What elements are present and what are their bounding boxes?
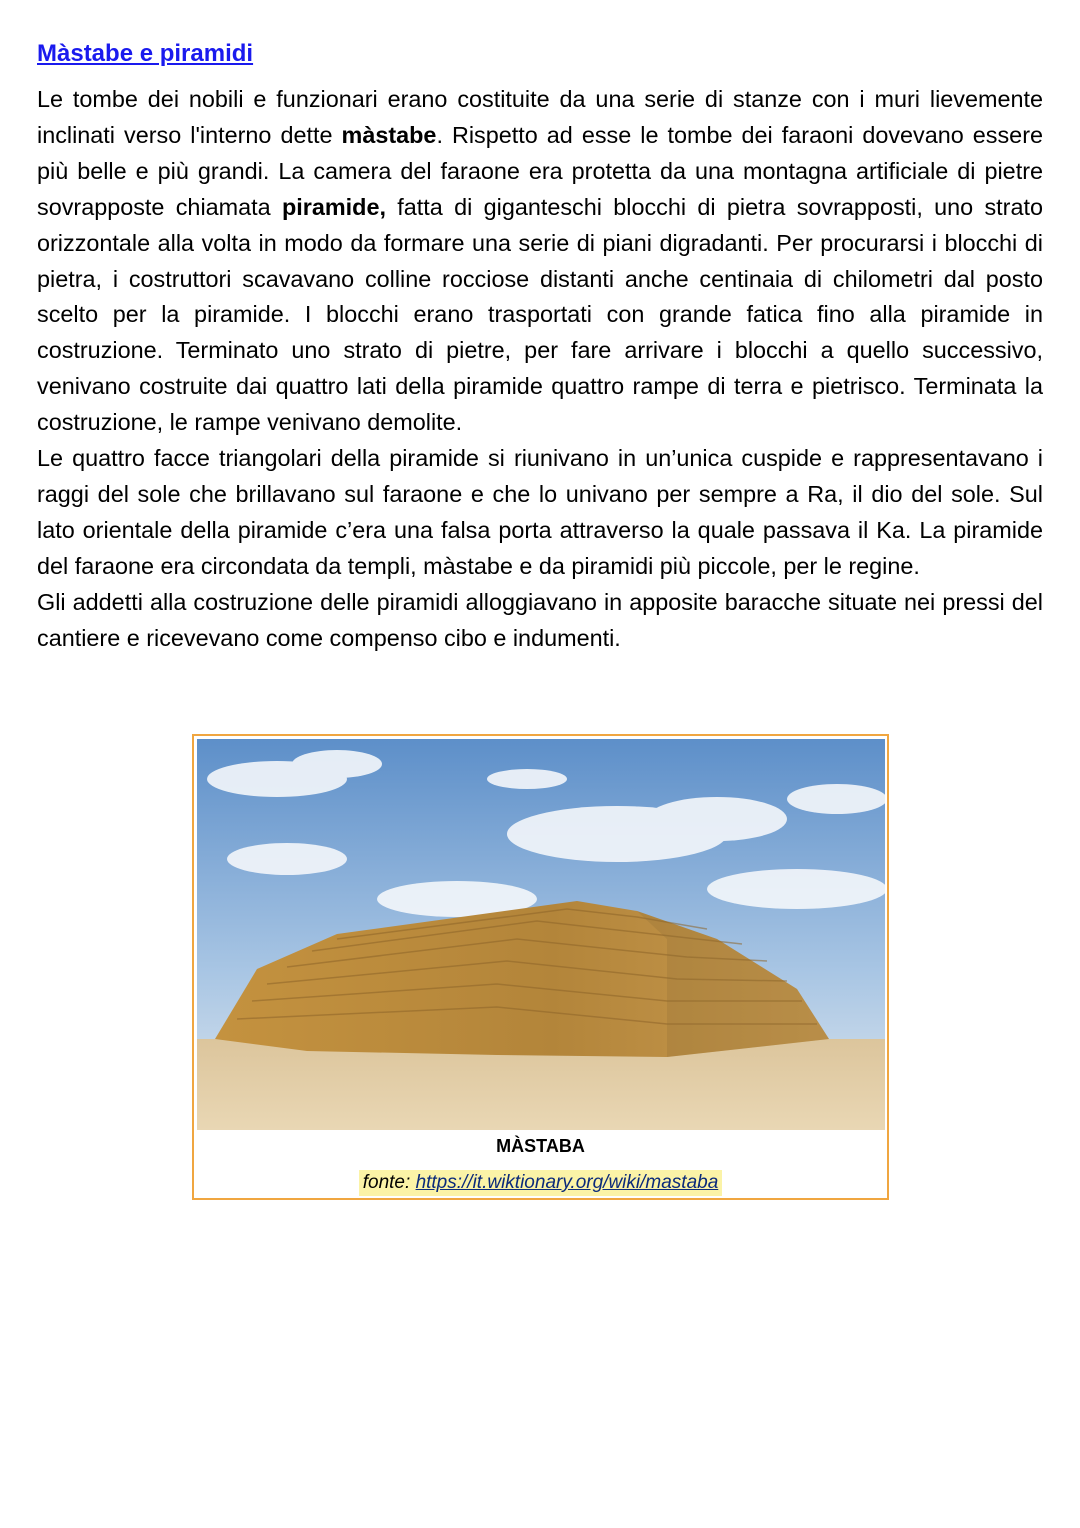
paragraph-2: Le quattro facce triangolari della piramide si riunivano in un’unica cuspide e rappresentavano i raggi del sole che brillavano sul faraone e che lo univano per sempre a Ra, il dio del sole. Sul lato orientale della piramide c’era una falsa porta attraverso la quale passava il Ka. La piramide del faraone era circondata da templi, màstabe e da piramidi più piccole, per le regine. — [37, 445, 1043, 579]
figure-source — [194, 1170, 887, 1196]
mastaba-figure — [192, 734, 889, 1200]
body-text — [37, 82, 1043, 657]
figure-caption: MÀSTABA — [496, 1136, 585, 1156]
paragraph-1-part-c: fatta di giganteschi blocchi di pietra sovrapposti, uno strato orizzontale alla volta in modo da formare una serie di piani digradanti. Per procurarsi i blocchi di pietra, i costruttori scavavano colline rocciose distanti anche centinaia di chilometri dal posto scelto per la piramide. I blocchi erano trasportati con grande fatica fino alla piramide in costruzione. Terminato uno strato di pietre, per fare arrivare i blocchi a quello successivo, venivano costruite dai quattro lati della piramide quattro rampe di terra e pietrisco. Terminata la costruzione, le rampe venivano demolite. — [37, 193, 1043, 436]
mastaba-photo-illustration — [197, 739, 885, 1130]
source-highlight — [359, 1170, 723, 1196]
mastaba-photo — [197, 739, 885, 1130]
paragraph-3: Gli addetti alla costruzione delle piramidi alloggiavano in apposite baracche situate nei pressi del cantiere e ricevevano come compenso cibo e indumenti. — [37, 588, 1043, 651]
source-link[interactable]: https://it.wiktionary.org/wiki/mastaba — [415, 1172, 719, 1193]
paragraph-1 — [37, 82, 1043, 441]
paragraph-1-part-a: Le tombe dei nobili e funzionari erano costituite da una serie di stanze con i muri lievemente inclinati verso l'interno dette — [37, 86, 1043, 148]
term-piramide: piramide, — [281, 193, 386, 220]
paragraph-1-part-b: . Rispetto ad esse le tombe dei faraoni dovevano essere più belle e più grandi. La camera del faraone era protetta da una montagna artificiale di pietre sovrapposte chiamata — [37, 121, 1043, 220]
source-label: fonte: — [362, 1172, 416, 1193]
page-title: Màstabe e piramidi — [37, 40, 254, 67]
term-mastabe: màstabe — [341, 121, 437, 148]
